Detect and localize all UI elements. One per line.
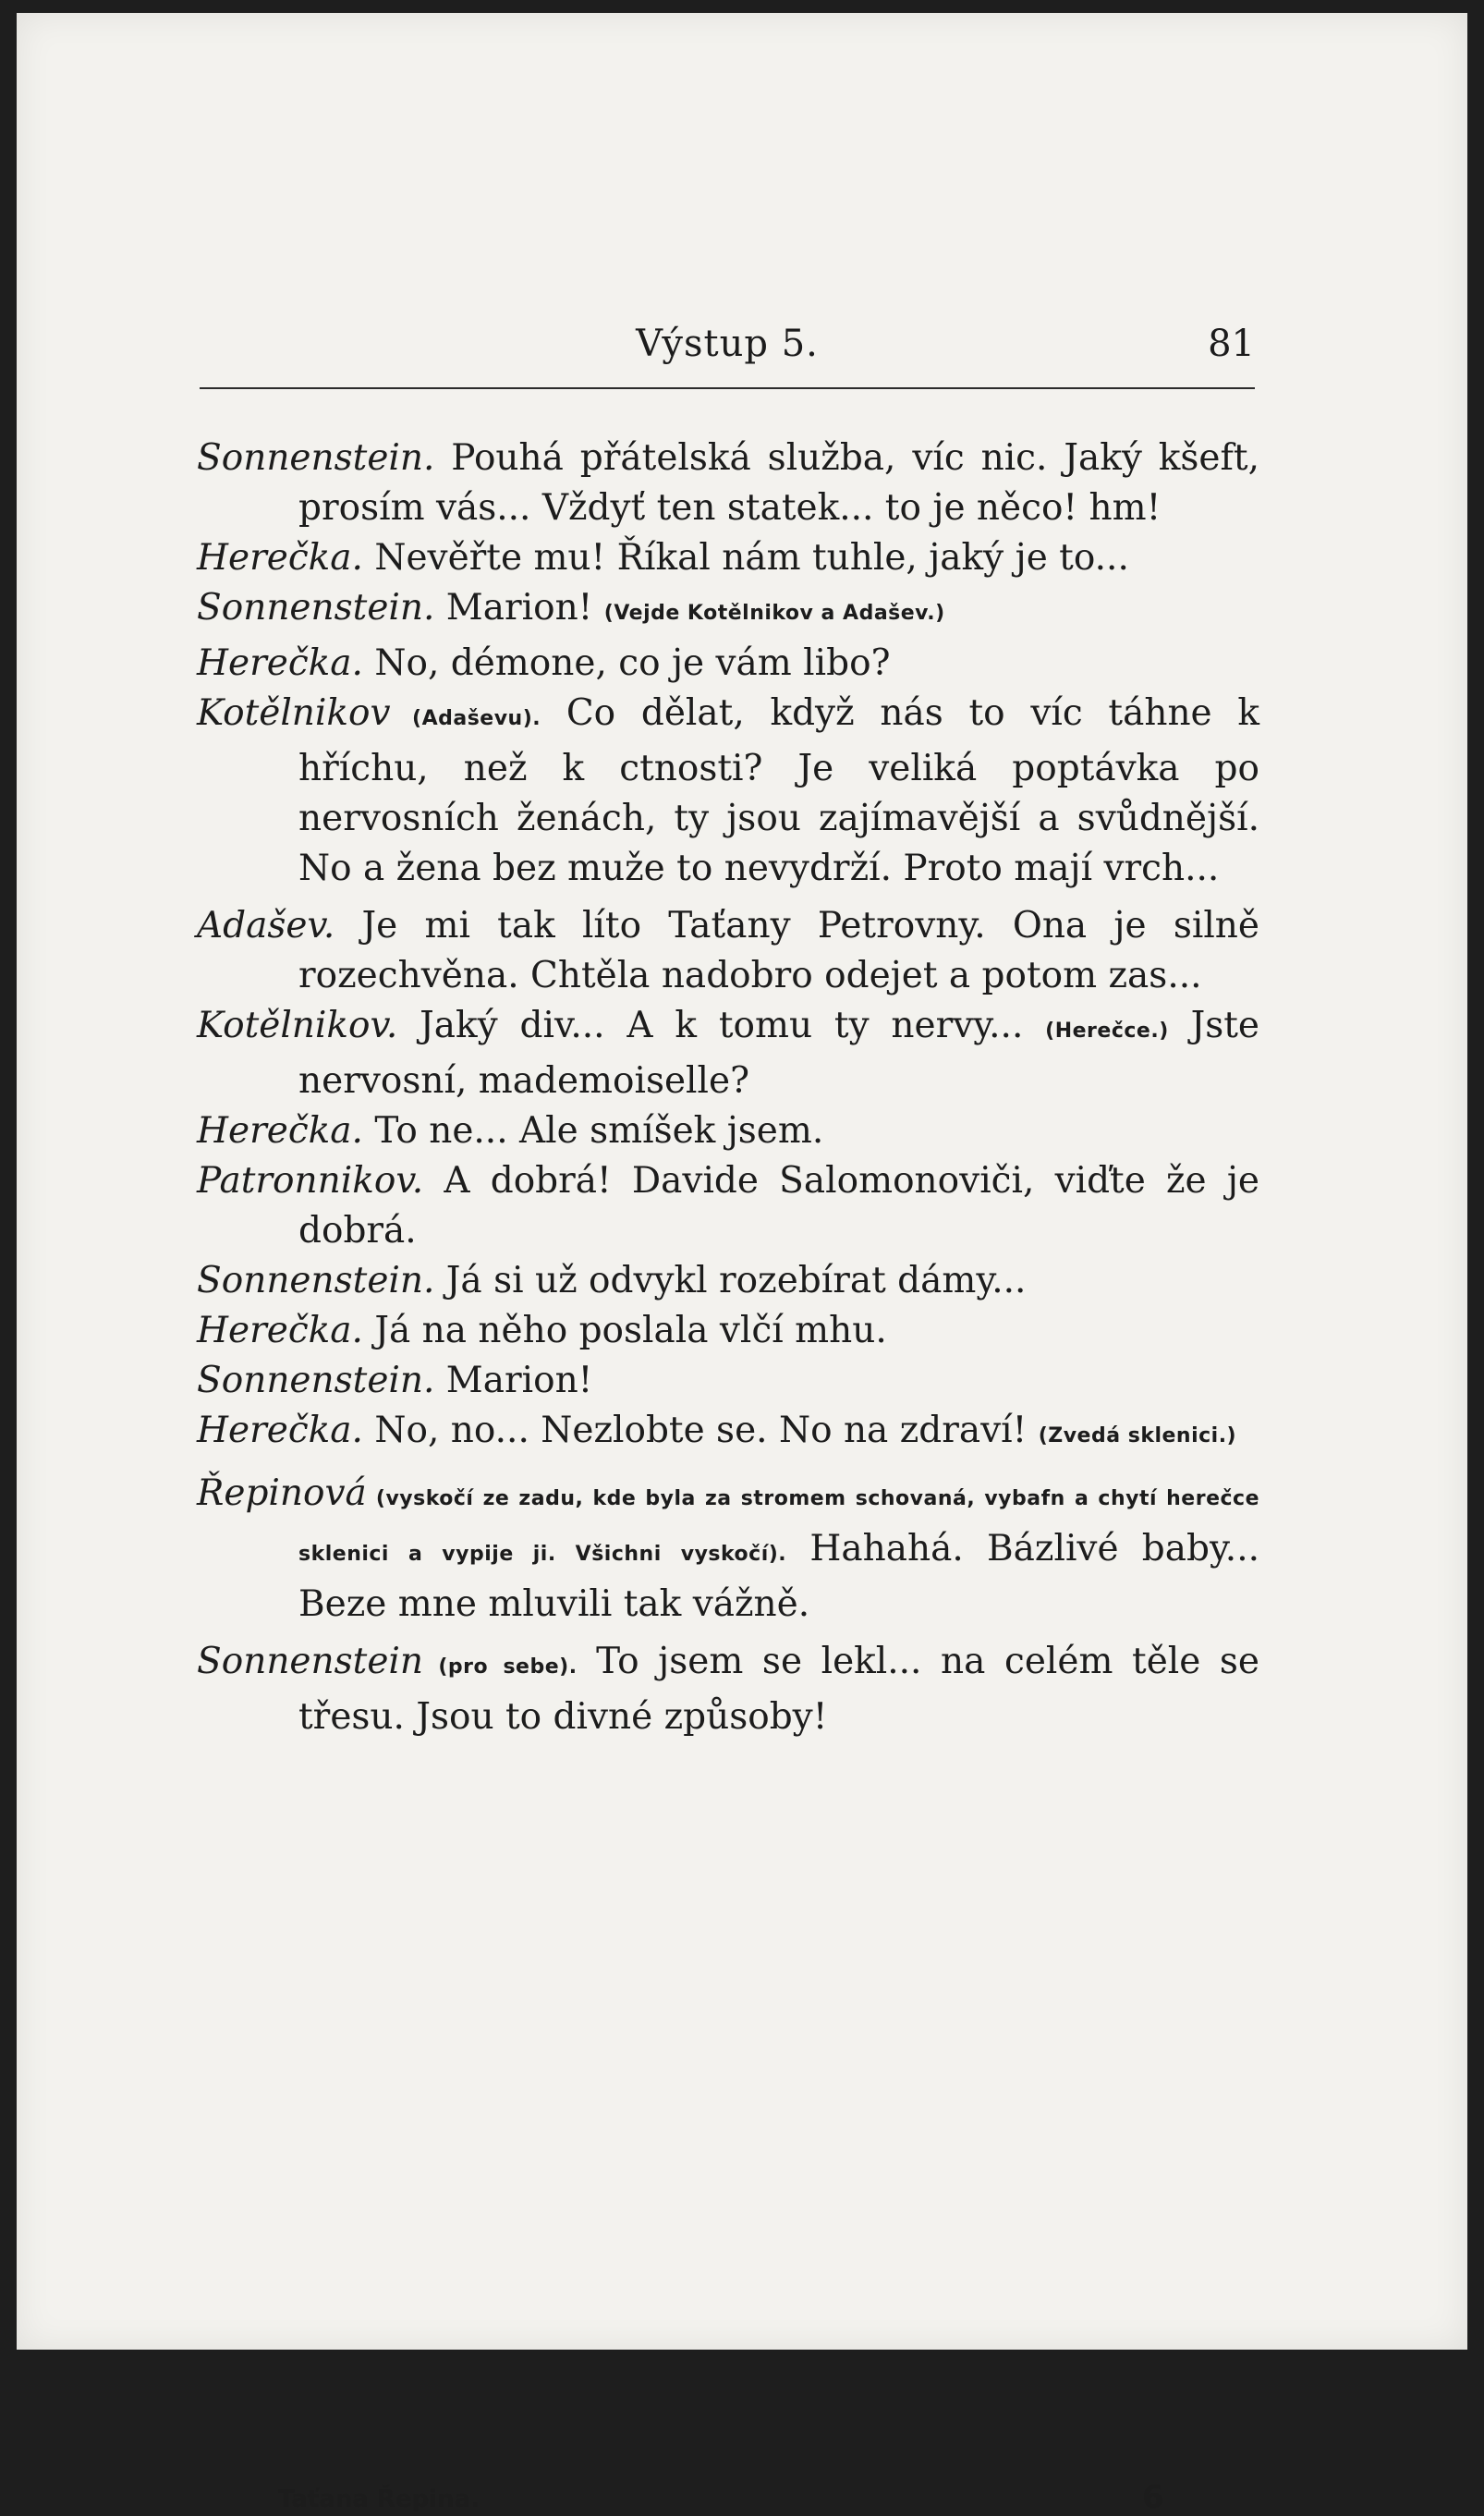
speaker-name: Patronnikov. (197, 1160, 424, 1202)
speaker-name: Herečka. (197, 1410, 363, 1451)
line-text: Nevěřte mu! Říkal nám tuhle, jaký je to... (362, 537, 1129, 579)
line-text: Marion! (434, 1360, 593, 1401)
dialogue-line (197, 901, 1259, 1001)
dialogue-line (197, 1469, 1259, 1630)
line-text: A dobrá! Davide Salomonoviči, viďte že je dobrá. (298, 1160, 1259, 1252)
line-text: To jsem se lekl... na celém těle se třesu. Jsou to divné způsoby! (298, 1641, 1260, 1738)
dialogue-line (197, 1001, 1259, 1106)
dialogue-line (197, 434, 1259, 533)
dialogue-line (197, 1356, 1259, 1406)
line-text: Já na něho poslala vlčí mhu. (362, 1310, 887, 1351)
line-text: Marion! (434, 587, 604, 629)
footer-signature: 6 (1142, 2479, 1164, 2516)
line-text: Já si už odvykl rozebírat dámy... (434, 1260, 1027, 1301)
dialogue-line (197, 689, 1259, 894)
line-text: Pouhá přátelská služba, víc nic. Jaký kšeft, prosím vás... Vždyť ten statek... to je něco! hm! (298, 437, 1259, 529)
speaker-name: Adašev. (197, 905, 335, 947)
running-header (200, 323, 1255, 389)
scene-title: Výstup 5. (636, 323, 819, 365)
dialogue-line (197, 583, 1259, 639)
stage-direction: (Herečce.) (1045, 1020, 1169, 1043)
stage-direction: (Vejde Kotělnikov a Adašev.) (603, 602, 945, 625)
speaker-name: Sonnenstein. (197, 587, 435, 629)
stage-direction: (vyskočí ze zadu, kde byla za stromem schovaná, vybafn a chytí herečce sklenici a vypije ji. Všichni vyskočí). (298, 1487, 1259, 1566)
book-page (17, 13, 1467, 2516)
line-text: Je mi tak líto Taťany Petrovny. Ona je silně rozechvěna. Chtěla nadobro odejet a potom zas... (298, 905, 1259, 996)
dialogue-text (197, 434, 1259, 1742)
footer-book-title: Taťana Řepina. (278, 2485, 480, 2513)
speaker-name: Herečka. (197, 642, 363, 684)
line-text: To ne... Ale smíšek jsem. (362, 1110, 824, 1152)
line-text: No, démone, co je vám libo? (362, 642, 891, 684)
speaker-name: Sonnenstein. (197, 437, 435, 479)
dialogue-line (197, 1156, 1259, 1256)
speaker-name: Sonnenstein. (197, 1260, 435, 1301)
speaker-name: Sonnenstein (197, 1641, 423, 1682)
stage-direction: (pro sebe). (423, 1655, 578, 1679)
stage-direction: (Zvedá sklenici.) (1038, 1424, 1237, 1447)
dialogue-line (197, 1256, 1259, 1306)
line-text: Jaký div... A k tomu ty nervy... (397, 1005, 1024, 1046)
dialogue-line (197, 1106, 1259, 1156)
page-number: 81 (1208, 323, 1255, 365)
speaker-name: Herečka. (197, 1110, 363, 1152)
speaker-name: Kotělnikov (197, 692, 391, 734)
speaker-name: Kotělnikov. (197, 1005, 398, 1046)
speaker-name: Řepinová (197, 1472, 367, 1514)
dialogue-line (197, 1637, 1259, 1742)
line-text: No, no... Nezlobte se. No na zdraví! (362, 1410, 1028, 1451)
speaker-name: Sonnenstein. (197, 1360, 435, 1401)
dialogue-line (197, 1406, 1259, 1461)
dialogue-line (197, 533, 1259, 583)
speaker-name: Herečka. (197, 537, 363, 579)
line-text-continued: Jste nervosní, mademoiselle? (298, 1005, 1259, 1102)
line-text: Hahahá. Bázlivé baby... Beze mne mluvili tak vážně. (298, 1528, 1259, 1625)
dialogue-line (197, 639, 1259, 689)
line-text: Co dělat, když nás to víc táhne k hříchu, než k ctnosti? Je veliká poptávka po nervosních ženách, ty jsou zajímavější a svůdnější. No a žena bez muže to nevydrží. Proto mají vrch... (298, 692, 1259, 889)
dialogue-line (197, 1306, 1259, 1356)
stage-direction: (Adaševu). (390, 707, 541, 730)
speaker-name: Herečka. (197, 1310, 363, 1351)
